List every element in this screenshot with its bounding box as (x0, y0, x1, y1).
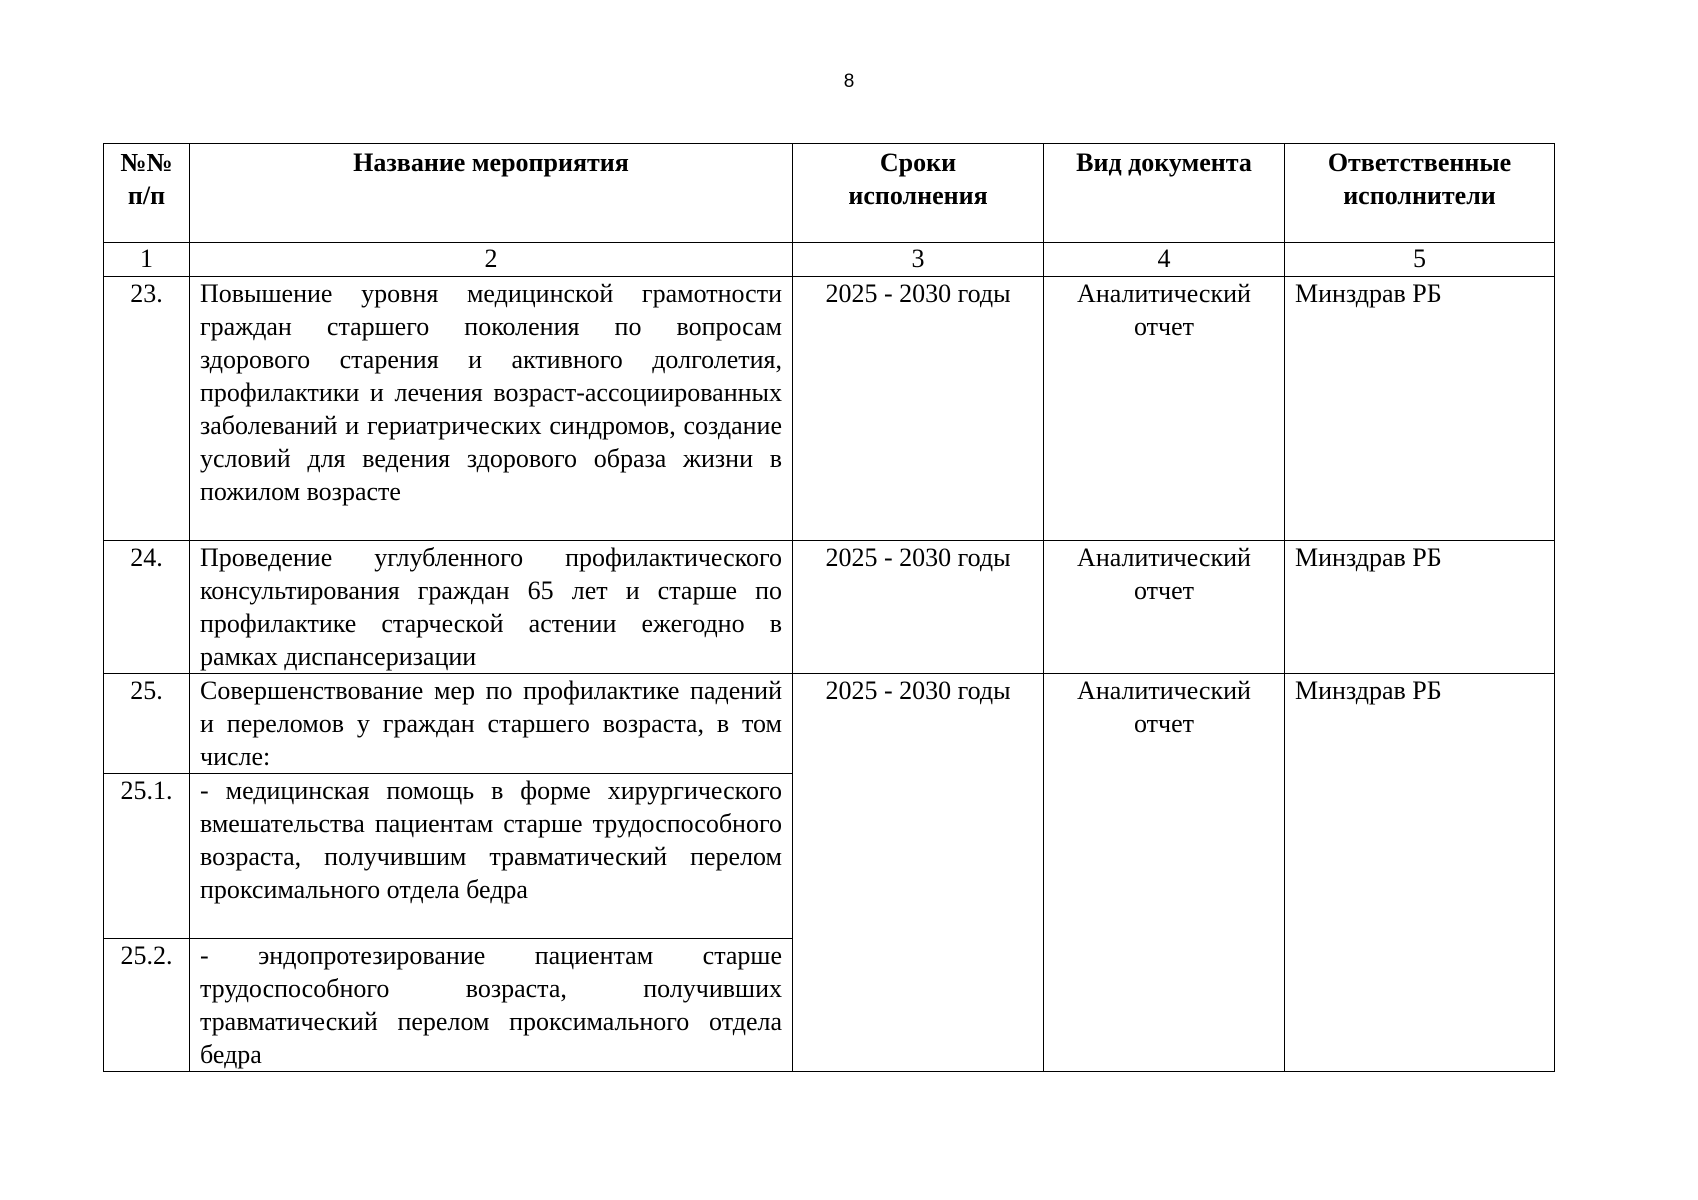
row-number: 25. (104, 674, 190, 774)
table-header-row (104, 144, 1555, 243)
table-row (104, 277, 1555, 541)
event-term: 2025 - 2030 годы (793, 541, 1044, 674)
document-type: Аналитический отчет (1044, 277, 1285, 541)
event-name: - эндопротезирование пациентам старше трудоспособного возраста, получивших травматический перелом проксимального отдела бедра (190, 939, 793, 1072)
event-term: 2025 - 2030 годы (793, 277, 1044, 541)
event-name: - медицинская помощь в форме хирургического вмешательства пациентам старше трудоспособного возраста, получившим травматический перелом проксимального отдела бедра (190, 774, 793, 939)
event-name: Проведение углубленного профилактического консультирования граждан 65 лет и старше по профилактике старческой астении ежегодно в рамках диспансеризации (190, 541, 793, 674)
column-number: 2 (190, 243, 793, 277)
column-number: 1 (104, 243, 190, 277)
page-number: 8 (843, 71, 855, 92)
column-number: 5 (1285, 243, 1555, 277)
events-table (103, 143, 1555, 1072)
row-number: 24. (104, 541, 190, 674)
event-name: Повышение уровня медицинской грамотности граждан старшего поколения по вопросам здорового старения и активного долголетия, профилактики и лечения возраст-ассоциированных заболеваний и гериатрических синдромов, создание условий для ведения здорового образа жизни в пожилом возрасте (190, 277, 793, 541)
header-num: №№ п/п (104, 144, 190, 243)
row-number: 25.2. (104, 939, 190, 1072)
event-term: 2025 - 2030 годы (793, 674, 1044, 1072)
event-name: Совершенствование мер по профилактике падений и переломов у граждан старшего возраста, в том числе: (190, 674, 793, 774)
table-row (104, 541, 1555, 674)
responsible: Минздрав РБ (1285, 674, 1555, 1072)
column-number: 4 (1044, 243, 1285, 277)
column-number-row (104, 243, 1555, 277)
table-row (104, 674, 1555, 774)
header-name: Название мероприятия (190, 144, 793, 243)
header-doc: Вид документа (1044, 144, 1285, 243)
document-type: Аналитический отчет (1044, 541, 1285, 674)
responsible: Минздрав РБ (1285, 277, 1555, 541)
row-number: 23. (104, 277, 190, 541)
responsible: Минздрав РБ (1285, 541, 1555, 674)
document-type: Аналитический отчет (1044, 674, 1285, 1072)
column-number: 3 (793, 243, 1044, 277)
header-resp: Ответственные исполнители (1285, 144, 1555, 243)
row-number: 25.1. (104, 774, 190, 939)
header-term: Сроки исполнения (793, 144, 1044, 243)
